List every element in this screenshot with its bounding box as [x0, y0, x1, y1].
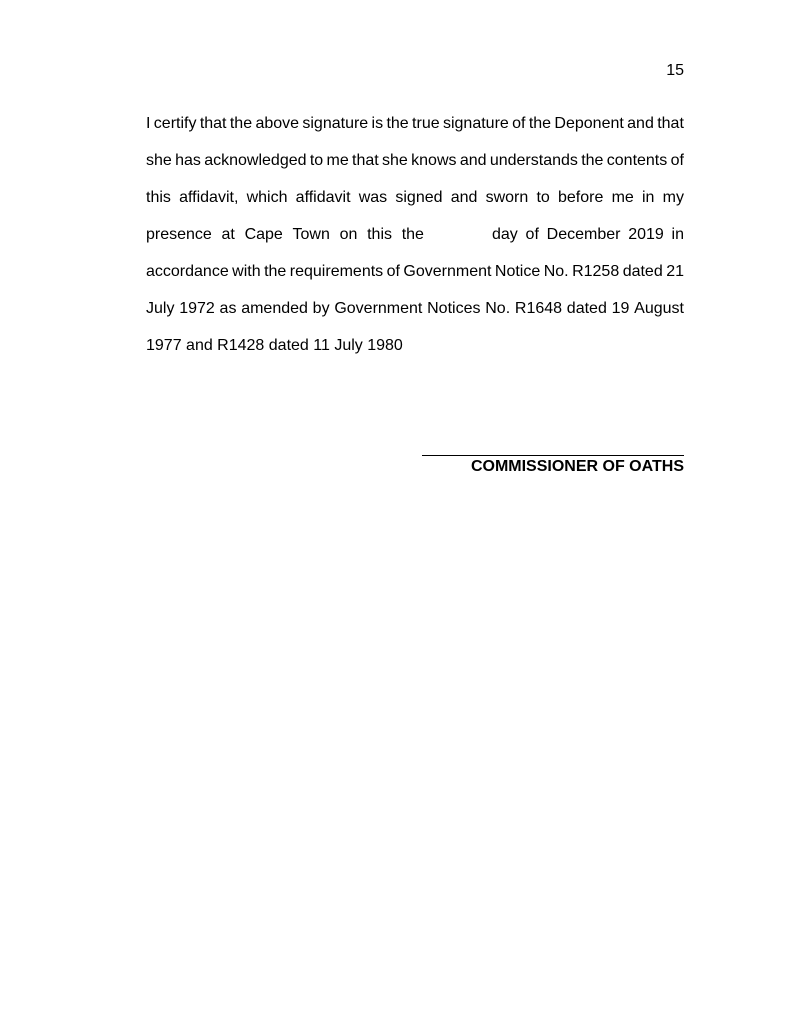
word: No. [543, 263, 569, 280]
word: understands [489, 152, 578, 169]
word: Town [292, 226, 330, 243]
commissioner-of-oaths-label: COMMISSIONER OF OATHS [470, 458, 684, 475]
word: that [352, 152, 379, 169]
word: requirements [289, 263, 384, 280]
word: contents [606, 152, 668, 169]
word: Notices [427, 300, 481, 317]
word: No. [485, 300, 511, 317]
word: has [175, 152, 201, 169]
word: dated [622, 263, 663, 280]
word: 21 [666, 263, 684, 280]
paragraph-line-3 [146, 187, 684, 224]
word: the [401, 226, 424, 243]
line-4-tail [492, 224, 684, 261]
word: and [627, 115, 654, 132]
word: August [634, 300, 684, 317]
certification-paragraph [146, 113, 684, 372]
word: 2019 [628, 226, 664, 243]
word: dated [566, 300, 607, 317]
paragraph-line-4 [146, 224, 684, 261]
word: which [246, 189, 288, 206]
word: to [536, 189, 550, 206]
word: I [146, 115, 151, 132]
word: in [671, 226, 684, 243]
word: at [221, 226, 235, 243]
word: by [312, 300, 330, 317]
word: true [412, 115, 440, 132]
word: that [199, 115, 227, 132]
paragraph-line-7: 1977 and R1428 dated 11 July 1980 [146, 337, 403, 354]
word: of [512, 115, 526, 132]
word: my [662, 189, 684, 206]
word: she [146, 152, 172, 169]
word: amended [241, 300, 308, 317]
word: the [528, 115, 552, 132]
line-4-head [146, 224, 424, 261]
paragraph-line-6 [146, 298, 684, 335]
word: with [232, 263, 261, 280]
word: as [219, 300, 237, 317]
word: R1258 [572, 263, 620, 280]
word: on [339, 226, 358, 243]
word: this [367, 226, 392, 243]
word: December [546, 226, 621, 243]
word: that [657, 115, 684, 132]
word: of [386, 263, 400, 280]
word: July [146, 300, 175, 317]
word: in [641, 189, 655, 206]
paragraph-line-1 [146, 113, 684, 150]
word: and [450, 189, 478, 206]
word: signature [442, 115, 509, 132]
word: me [326, 152, 349, 169]
word: affidavit, [179, 189, 239, 206]
word: Government [334, 300, 423, 317]
word: 1972 [179, 300, 215, 317]
word: Deponent [554, 115, 624, 132]
word: the [386, 115, 409, 132]
word: the [581, 152, 604, 169]
page-number: 15 [666, 62, 684, 79]
word: 19 [611, 300, 630, 317]
word: me [611, 189, 634, 206]
word: Notice [494, 263, 541, 280]
word: this [146, 189, 171, 206]
word: acknowledged [204, 152, 307, 169]
word: Cape [244, 226, 283, 243]
signature-line [422, 455, 684, 456]
word: to [309, 152, 324, 169]
paragraph-line-5 [146, 261, 684, 298]
word: accordance [146, 263, 229, 280]
word: Government [403, 263, 492, 280]
word: day [492, 226, 518, 243]
commissioner-signature-block [422, 455, 684, 477]
word: R1648 [514, 300, 563, 317]
word: signature [302, 115, 369, 132]
paragraph-line-2 [146, 150, 684, 187]
word: is [371, 115, 384, 132]
word: knows [411, 152, 457, 169]
word: before [558, 189, 604, 206]
word: signed [395, 189, 443, 206]
word: presence [146, 226, 212, 243]
word: and [459, 152, 487, 169]
word: affidavit [295, 189, 351, 206]
word: certify [153, 115, 197, 132]
word: sworn [485, 189, 529, 206]
word: the [229, 115, 253, 132]
word: above [255, 115, 300, 132]
word: was [358, 189, 388, 206]
word: the [264, 263, 287, 280]
word: she [382, 152, 408, 169]
word: of [670, 152, 684, 169]
word: of [525, 226, 539, 243]
